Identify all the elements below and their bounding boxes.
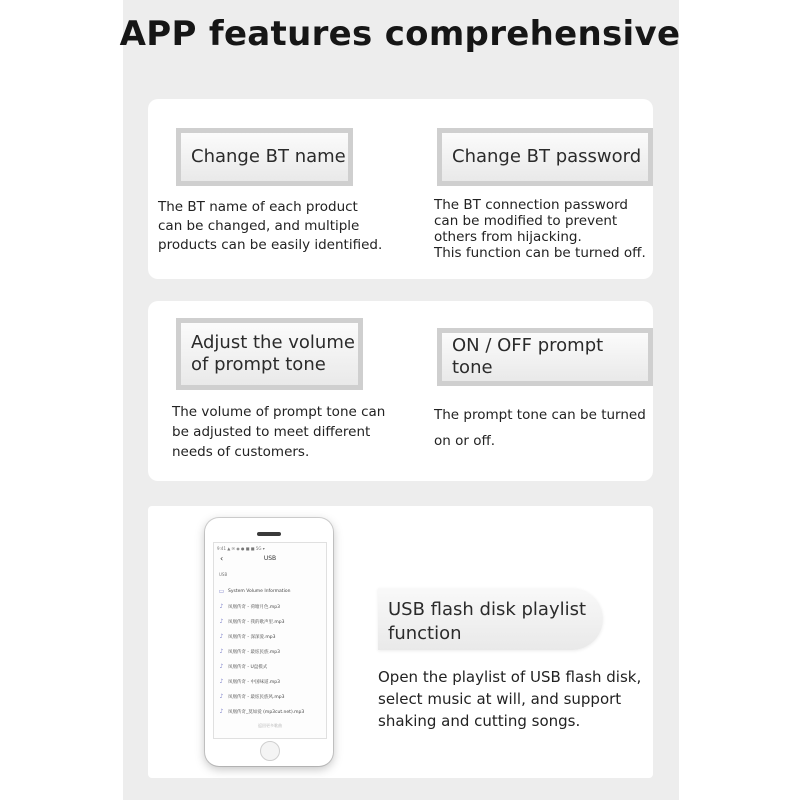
- phone-screen: [213, 542, 327, 739]
- list-item[interactable]: [218, 645, 322, 658]
- prompt-tone-toggle-desc: The prompt tone can be turned on or off.: [434, 407, 646, 449]
- usb-playlist-title: [388, 598, 586, 646]
- folder-icon: ▭: [218, 588, 225, 595]
- phone-speaker: [257, 532, 281, 536]
- usb-title-line2: function: [388, 623, 462, 644]
- music-note-icon: ♪: [219, 618, 224, 625]
- screen-title: USB: [263, 555, 277, 562]
- music-note-icon: ♪: [219, 693, 224, 700]
- file-name: 凤凰传奇 - 荷塘月色.mp3: [228, 604, 281, 610]
- list-item[interactable]: [218, 660, 322, 673]
- music-note-icon: ♪: [219, 663, 224, 670]
- music-note-icon: ♪: [219, 648, 224, 655]
- list-item[interactable]: [218, 705, 322, 718]
- change-bt-name-label: [176, 128, 353, 186]
- file-name: System Volume Information: [228, 589, 291, 594]
- file-name: 凤凰传奇_莫如爱 (mp3cut.net).mp3: [228, 709, 305, 715]
- list-item[interactable]: [218, 615, 322, 628]
- load-more-text[interactable]: 返回更多歌曲: [258, 723, 282, 728]
- adjust-volume-label: [176, 318, 363, 390]
- music-note-icon: ♪: [219, 708, 224, 715]
- status-bar: 9:41 ▲ ✉ ◉ ● ■ ■ 5G ▾: [217, 546, 265, 551]
- phone-mockup: [205, 518, 333, 766]
- page-title: APP features comprehensive: [119, 14, 681, 54]
- change-bt-password-desc: The BT connection password can be modified to prevent others from hijacking. This function can be turned off.: [434, 197, 646, 261]
- list-item[interactable]: [218, 675, 322, 688]
- adjust-volume-title-line1: Adjust the volume: [191, 332, 355, 353]
- adjust-volume-desc: The volume of prompt tone can be adjusted to meet different needs of customers.: [172, 404, 386, 460]
- change-bt-name-desc: The BT name of each product can be changed, and multiple products can be easily identified.: [158, 199, 383, 253]
- usb-title-line1: USB flash disk playlist: [388, 599, 587, 620]
- change-bt-name-title: Change BT name: [191, 146, 346, 167]
- breadcrumb: USB: [219, 572, 228, 577]
- file-name: 凤凰传奇 - 我的歌声里.mp3: [228, 619, 285, 625]
- file-name: 凤凰传奇 - 深深爱.mp3: [228, 634, 276, 640]
- adjust-volume-title-line2: of prompt tone: [191, 354, 326, 375]
- prompt-tone-toggle-label: [437, 328, 653, 386]
- chevron-left-icon[interactable]: ‹: [220, 554, 224, 563]
- screen-nav-bar: [214, 553, 326, 567]
- file-name: 凤凰传奇 - 中国味道.mp3: [228, 679, 281, 685]
- file-name: 凤凰传奇 - U盘模式: [228, 664, 268, 670]
- change-bt-password-title: Change BT password: [452, 146, 642, 167]
- change-bt-password-label: [437, 128, 653, 186]
- list-item[interactable]: [218, 630, 322, 643]
- file-name: 凤凰传奇 - 最炫民族.mp3: [228, 649, 281, 655]
- list-item[interactable]: [218, 690, 322, 703]
- list-item[interactable]: [218, 585, 322, 598]
- list-item[interactable]: [218, 600, 322, 613]
- music-note-icon: ♪: [219, 603, 224, 610]
- prompt-tone-toggle-title: ON / OFF prompt tone: [452, 335, 604, 378]
- usb-playlist-desc: Open the playlist of USB flash disk, select music at will, and support shaking and cutting songs.: [378, 668, 642, 730]
- file-name: 凤凰传奇 - 最炫民族风.mp3: [228, 694, 285, 700]
- music-note-icon: ♪: [219, 633, 224, 640]
- home-button[interactable]: [260, 741, 280, 761]
- music-note-icon: ♪: [219, 678, 224, 685]
